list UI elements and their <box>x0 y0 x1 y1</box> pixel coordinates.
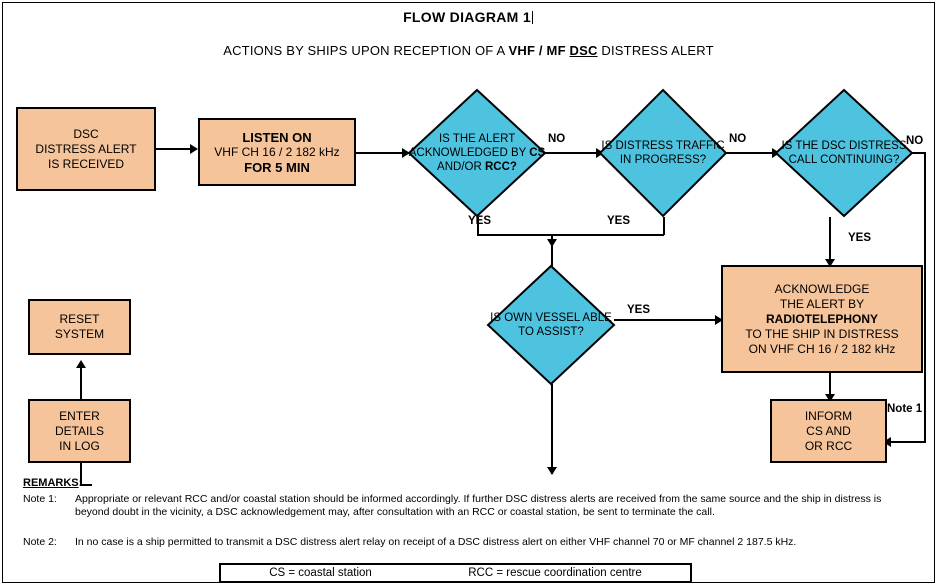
arrowhead-vessel-down <box>547 467 557 475</box>
node-alert-acknowledged-line4c: AND/OR <box>437 161 482 173</box>
diamond-shape-distress-traffic <box>598 88 728 218</box>
diamond-shape-alert-acknowledged <box>407 88 547 218</box>
node-call-continuing[interactable] <box>774 88 914 218</box>
node-alert-acknowledged-line5: RCC? <box>484 161 517 173</box>
edge-label-yes-1: YES <box>468 215 492 227</box>
node-listen-on[interactable] <box>198 118 356 186</box>
node-listen-on-line3: FOR 5 MIN <box>244 159 310 175</box>
connector-ack-to-traffic <box>545 152 596 154</box>
node-reset-line2: SYSTEM <box>54 327 105 341</box>
edge-label-yes-3: YES <box>848 232 872 244</box>
node-distress-traffic-line2: DISTRESS <box>615 140 674 152</box>
subtitle-part-d: DISTRESS ALERT <box>597 43 714 58</box>
note-1-label: Note 1: <box>23 493 57 505</box>
node-own-vessel-line1: IS <box>490 312 502 324</box>
arrowhead-enter-to-reset <box>76 360 86 368</box>
connector-no-to-inform <box>891 441 926 443</box>
subtitle-part-c: DSC <box>569 43 598 58</box>
node-enter-line1: ENTER <box>59 408 100 423</box>
edge-label-no-3: NO <box>906 135 924 147</box>
legend-box <box>219 563 692 583</box>
node-call-continuing-line2: THE DSC <box>795 140 846 152</box>
node-reset-system[interactable] <box>28 299 131 355</box>
node-inform-line1: INFORM <box>804 408 853 423</box>
connector-traffic-yes-h <box>552 234 664 236</box>
node-acknowledge-line1: ACKNOWLEDGE <box>774 281 870 296</box>
node-acknowledge-line2: THE ALERT BY <box>779 296 865 311</box>
note-1-text: Appropriate or relevant RCC and/or coastal station should be informed accordingly. If further DSC distress alerts are received from the same source and the ship in distress is beyond doubt in the vicinity, a DSC acknowledgement may, after consultation with an RCC or coastal station, be sent to terminate the call. <box>75 493 882 518</box>
node-listen-on-line1: LISTEN ON <box>242 129 312 145</box>
page-title <box>3 9 934 25</box>
edge-label-note1-ref: Note 1 <box>887 403 923 415</box>
connector-ack-yes-v <box>477 217 479 235</box>
node-alert-acknowledged-line4b: CS <box>529 147 546 159</box>
diamond-shape-own-vessel <box>486 264 616 386</box>
node-distress-traffic-line3: TRAFFIC IN <box>619 140 725 166</box>
note-2-label: Note 2: <box>23 536 57 548</box>
node-distress-traffic-line4: PROGRESS? <box>634 154 707 166</box>
node-own-vessel-line4: ASSIST? <box>536 326 584 338</box>
node-enter-details-log[interactable] <box>28 399 131 463</box>
text-cursor <box>532 11 533 24</box>
note-2-text: In no case is a ship permitted to transmit a DSC distress alert relay on receipt of a DSC distress alert on either VHF channel 70 or MF channel 2 187.5 kHz. <box>75 536 797 548</box>
node-alert-acknowledged-line4a: BY <box>510 147 530 159</box>
node-enter-line2: DETAILS <box>54 423 105 438</box>
node-inform-cs-rcc[interactable] <box>770 399 887 463</box>
note-2 <box>23 536 923 549</box>
page-subtitle <box>3 43 934 58</box>
connector-continuing-yes-v <box>829 217 831 265</box>
page-title-text: FLOW DIAGRAM 1 <box>403 9 531 25</box>
node-inform-line2: CS AND <box>806 423 851 438</box>
connector-listen-to-ack <box>356 152 402 154</box>
connector-alert-to-listen <box>156 148 190 150</box>
node-acknowledge-line3: RADIOTELEPHONY <box>765 311 878 326</box>
node-call-continuing-line1: IS <box>781 140 793 152</box>
arrowhead-ack-yes <box>547 239 557 247</box>
connector-continuing-no-v <box>924 152 926 442</box>
node-acknowledge-line4: TO THE SHIP IN DISTRESS <box>745 326 899 341</box>
remarks-heading-text: REMARKS <box>23 477 79 489</box>
connector-vessel-to-ack <box>614 319 715 321</box>
node-alert-acknowledged[interactable] <box>407 88 547 218</box>
node-reset-line1: RESET <box>59 312 100 326</box>
node-acknowledge-radiotelephony[interactable] <box>721 265 923 373</box>
connector-vessel-down <box>551 384 553 474</box>
node-acknowledge-line5: ON VHF CH 16 / 2 182 kHz <box>748 341 896 356</box>
edge-label-no-2: NO <box>729 133 747 145</box>
node-alert-received-line2: DISTRESS ALERT <box>35 141 137 156</box>
arrowhead-alert-to-listen <box>190 144 198 154</box>
edge-label-yes-4: YES <box>627 304 651 316</box>
node-own-vessel-line2: OWN VESSEL <box>504 312 580 324</box>
node-inform-line3: OR RCC <box>804 438 853 453</box>
edge-label-no-1: NO <box>548 133 566 145</box>
connector-traffic-to-continuing <box>726 152 772 154</box>
node-distress-traffic[interactable] <box>598 88 728 218</box>
node-alert-acknowledged-line1: IS <box>438 133 450 145</box>
node-alert-received-line3: IS RECEIVED <box>47 156 125 171</box>
node-own-vessel[interactable] <box>486 264 616 386</box>
subtitle-part-b: VHF / MF <box>508 43 570 58</box>
node-call-continuing-line4: CONTINUING? <box>820 154 900 166</box>
node-alert-received[interactable] <box>16 107 156 191</box>
remarks-heading <box>23 477 82 489</box>
remarks-heading-colon: : <box>78 477 83 489</box>
node-distress-traffic-line1: IS <box>601 140 613 152</box>
node-call-continuing-line3: DISTRESS CALL <box>788 140 907 166</box>
edge-label-yes-2: YES <box>607 215 631 227</box>
node-own-vessel-line3: ABLE TO <box>518 312 612 338</box>
node-alert-acknowledged-line2: THE ALERT <box>452 133 516 145</box>
subtitle-part-a: ACTIONS BY SHIPS UPON RECEPTION OF A <box>223 43 509 58</box>
connector-ack-yes-h <box>477 234 552 236</box>
node-alert-received-line1: DSC <box>73 126 99 141</box>
legend-rcc: RCC = rescue coordination centre <box>468 567 642 579</box>
note-1 <box>23 493 923 519</box>
connector-enter-to-reset <box>80 363 82 399</box>
diamond-shape-call-continuing <box>774 88 914 218</box>
diagram-frame <box>2 2 935 583</box>
node-alert-acknowledged-line3: ACKNOWLEDGED <box>408 147 508 159</box>
legend-cs: CS = coastal station <box>269 567 372 579</box>
node-enter-line3: IN LOG <box>59 438 100 453</box>
connector-traffic-yes-v <box>663 217 665 235</box>
node-listen-on-line2: VHF CH 16 / 2 182 kHz <box>214 144 340 159</box>
